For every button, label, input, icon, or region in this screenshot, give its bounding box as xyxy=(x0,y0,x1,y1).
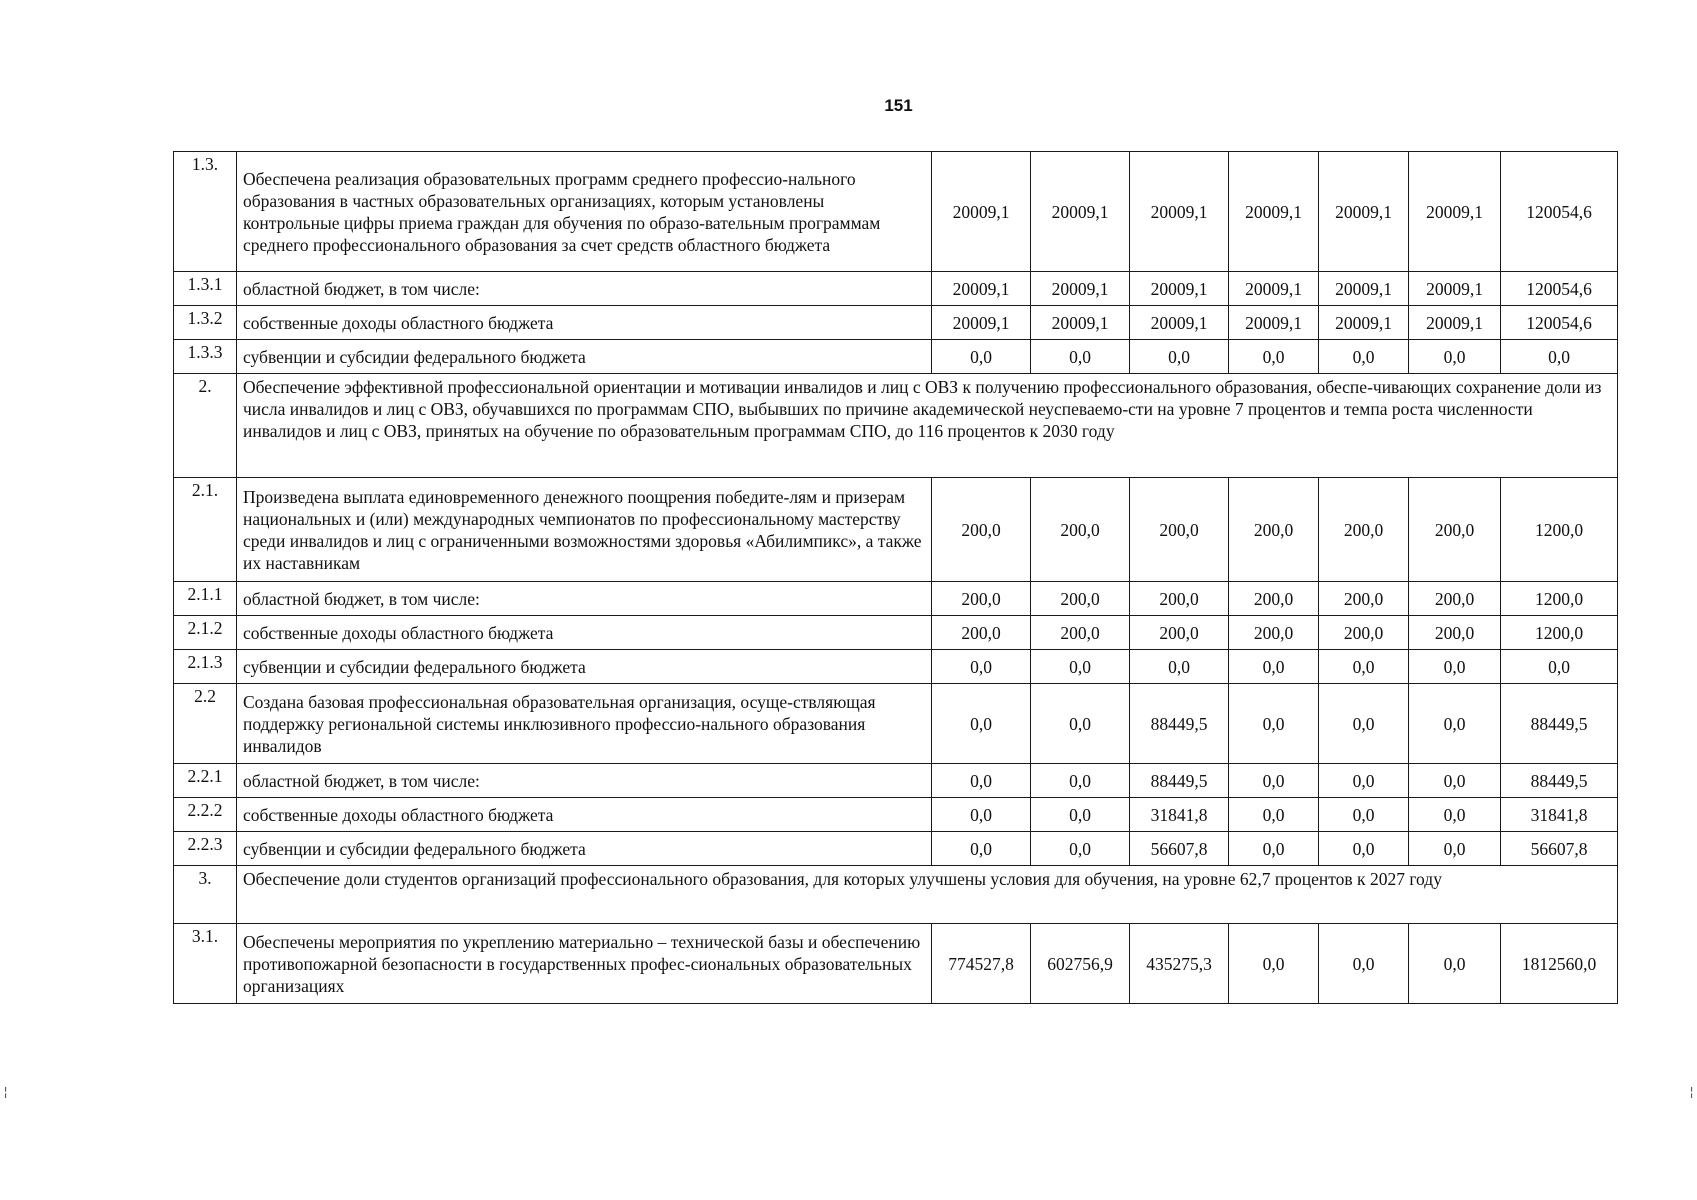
row-total-value: 1200,0 xyxy=(1501,616,1618,650)
row-year-value: 20009,1 xyxy=(1409,152,1501,272)
row-total-value: 1812560,0 xyxy=(1501,924,1618,1004)
row-total-value: 56607,8 xyxy=(1501,832,1618,866)
row-year-value: 20009,1 xyxy=(1031,152,1130,272)
row-total-value: 31841,8 xyxy=(1501,798,1618,832)
table-row xyxy=(174,924,1618,1004)
row-description: субвенции и субсидии федерального бюджета xyxy=(237,832,932,866)
row-year-value: 0,0 xyxy=(932,340,1031,374)
row-year-value: 0,0 xyxy=(1409,832,1501,866)
row-year-value: 200,0 xyxy=(1031,478,1130,582)
row-total-value: 1200,0 xyxy=(1501,582,1618,616)
row-total-value: 0,0 xyxy=(1501,340,1618,374)
row-year-value: 20009,1 xyxy=(1031,306,1130,340)
row-year-value: 0,0 xyxy=(1130,650,1229,684)
row-year-value: 0,0 xyxy=(1409,684,1501,764)
table-body xyxy=(174,152,1618,1004)
row-total-value: 0,0 xyxy=(1501,650,1618,684)
row-year-value: 200,0 xyxy=(1409,582,1501,616)
row-code: 1.3.2 xyxy=(174,306,237,340)
row-code: 2.1.1 xyxy=(174,582,237,616)
row-description: собственные доходы областного бюджета xyxy=(237,306,932,340)
row-year-value: 0,0 xyxy=(932,684,1031,764)
row-year-value: 0,0 xyxy=(1319,650,1409,684)
row-code: 2.2 xyxy=(174,684,237,764)
row-year-value: 20009,1 xyxy=(1130,152,1229,272)
row-year-value: 20009,1 xyxy=(1319,152,1409,272)
row-year-value: 56607,8 xyxy=(1130,832,1229,866)
row-year-value: 88449,5 xyxy=(1130,684,1229,764)
section-heading: Обеспечение эффективной профессиональной ориентации и мотивации инвалидов и лиц с ОВЗ к получению профессионального образования, обеспе-чивающих сохранение доли из числа инвалидов и лиц с ОВЗ, обучавшихся по программам СПО, выбывших по причине академической неуспеваемо-сти на уровне 7 процентов и темпа роста численности инвалидов и лиц с ОВЗ, принятых на обучение по образовательным программам СПО, до 116 процентов к 2030 году xyxy=(237,374,1618,478)
table-row xyxy=(174,832,1618,866)
row-code: 2.1.3 xyxy=(174,650,237,684)
section-heading: Обеспечение доли студентов организаций профессионального образования, для которых улучшены условия для обучения, на уровне 62,7 процентов к 2027 году xyxy=(237,866,1618,924)
row-year-value: 0,0 xyxy=(932,650,1031,684)
row-year-value: 0,0 xyxy=(1229,340,1319,374)
table-row xyxy=(174,340,1618,374)
table-row xyxy=(174,650,1618,684)
row-year-value: 20009,1 xyxy=(1031,272,1130,306)
row-description: собственные доходы областного бюджета xyxy=(237,798,932,832)
row-year-value: 0,0 xyxy=(1319,832,1409,866)
row-year-value: 88449,5 xyxy=(1130,764,1229,798)
table-row xyxy=(174,582,1618,616)
row-year-value: 0,0 xyxy=(1319,924,1409,1004)
row-year-value: 200,0 xyxy=(1130,582,1229,616)
row-year-value: 20009,1 xyxy=(1409,306,1501,340)
row-code: 3.1. xyxy=(174,924,237,1004)
row-year-value: 0,0 xyxy=(1031,650,1130,684)
row-description: собственные доходы областного бюджета xyxy=(237,616,932,650)
scan-edge-mark-right: ¦ xyxy=(1688,1085,1696,1099)
row-year-value: 0,0 xyxy=(1409,798,1501,832)
row-year-value: 200,0 xyxy=(1130,616,1229,650)
row-code: 1.3.3 xyxy=(174,340,237,374)
row-year-value: 20009,1 xyxy=(1130,272,1229,306)
row-year-value: 200,0 xyxy=(932,582,1031,616)
row-year-value: 0,0 xyxy=(1319,798,1409,832)
table-row xyxy=(174,616,1618,650)
row-year-value: 0,0 xyxy=(1229,684,1319,764)
row-description: Обеспечены мероприятия по укреплению материально – технической базы и обеспечению противопожарной безопасности в государственных профес-сиональных образовательных организациях xyxy=(237,924,932,1004)
row-year-value: 0,0 xyxy=(1031,684,1130,764)
row-year-value: 200,0 xyxy=(1130,478,1229,582)
row-year-value: 0,0 xyxy=(1031,340,1130,374)
row-description: субвенции и субсидии федерального бюджета xyxy=(237,340,932,374)
row-total-value: 88449,5 xyxy=(1501,684,1618,764)
row-year-value: 0,0 xyxy=(1229,832,1319,866)
table-row xyxy=(174,478,1618,582)
row-year-value: 20009,1 xyxy=(1229,306,1319,340)
row-year-value: 200,0 xyxy=(1031,582,1130,616)
row-description: Произведена выплата единовременного денежного поощрения победите-лям и призерам национальных и (или) международных чемпионатов по профессиональному мастерству среди инвалидов и лиц с ограниченными возможностями здоровья «Абилимпикс», а также их наставникам xyxy=(237,478,932,582)
row-year-value: 602756,9 xyxy=(1031,924,1130,1004)
row-year-value: 0,0 xyxy=(1409,764,1501,798)
row-description: областной бюджет, в том числе: xyxy=(237,764,932,798)
row-code: 2.2.1 xyxy=(174,764,237,798)
page-number: 151 xyxy=(884,96,913,115)
row-total-value: 120054,6 xyxy=(1501,152,1618,272)
row-year-value: 200,0 xyxy=(1409,616,1501,650)
row-year-value: 200,0 xyxy=(932,616,1031,650)
row-year-value: 0,0 xyxy=(1130,340,1229,374)
row-year-value: 0,0 xyxy=(1319,340,1409,374)
row-year-value: 31841,8 xyxy=(1130,798,1229,832)
row-year-value: 200,0 xyxy=(1229,478,1319,582)
row-year-value: 20009,1 xyxy=(1229,152,1319,272)
scan-edge-mark-left: ¦ xyxy=(2,1085,10,1099)
table-row xyxy=(174,764,1618,798)
row-year-value: 20009,1 xyxy=(1130,306,1229,340)
row-year-value: 0,0 xyxy=(1031,798,1130,832)
row-year-value: 200,0 xyxy=(1319,582,1409,616)
row-year-value: 0,0 xyxy=(1319,684,1409,764)
row-year-value: 0,0 xyxy=(1229,924,1319,1004)
row-code: 2.1. xyxy=(174,478,237,582)
row-code: 1.3. xyxy=(174,152,237,272)
row-year-value: 200,0 xyxy=(932,478,1031,582)
row-year-value: 0,0 xyxy=(1229,798,1319,832)
row-total-value: 1200,0 xyxy=(1501,478,1618,582)
row-year-value: 0,0 xyxy=(1031,832,1130,866)
row-year-value: 20009,1 xyxy=(1409,272,1501,306)
row-total-value: 88449,5 xyxy=(1501,764,1618,798)
row-year-value: 200,0 xyxy=(1319,478,1409,582)
row-year-value: 0,0 xyxy=(1409,924,1501,1004)
row-year-value: 0,0 xyxy=(932,798,1031,832)
row-year-value: 20009,1 xyxy=(932,152,1031,272)
row-year-value: 0,0 xyxy=(1319,764,1409,798)
row-code: 3. xyxy=(174,866,237,924)
table-row xyxy=(174,798,1618,832)
row-year-value: 20009,1 xyxy=(1319,306,1409,340)
row-year-value: 20009,1 xyxy=(1229,272,1319,306)
row-year-value: 774527,8 xyxy=(932,924,1031,1004)
row-year-value: 0,0 xyxy=(1229,650,1319,684)
row-year-value: 20009,1 xyxy=(932,306,1031,340)
row-year-value: 200,0 xyxy=(1229,582,1319,616)
row-code: 2. xyxy=(174,374,237,478)
row-year-value: 200,0 xyxy=(1229,616,1319,650)
table-row xyxy=(174,684,1618,764)
row-description: Обеспечена реализация образовательных программ среднего профессио-нального образования в частных образовательных организациях, которым установлены контрольные цифры приема граждан для обучения по образо-вательным программам среднего профессионального образования за счет средств областного бюджета xyxy=(237,152,932,272)
row-year-value: 0,0 xyxy=(932,832,1031,866)
row-year-value: 0,0 xyxy=(1229,764,1319,798)
row-total-value: 120054,6 xyxy=(1501,272,1618,306)
row-year-value: 0,0 xyxy=(1031,764,1130,798)
row-total-value: 120054,6 xyxy=(1501,306,1618,340)
row-year-value: 200,0 xyxy=(1031,616,1130,650)
row-code: 1.3.1 xyxy=(174,272,237,306)
table-row xyxy=(174,152,1618,272)
table-row xyxy=(174,374,1618,478)
row-description: субвенции и субсидии федерального бюджета xyxy=(237,650,932,684)
table-row xyxy=(174,866,1618,924)
row-code: 2.1.2 xyxy=(174,616,237,650)
row-code: 2.2.2 xyxy=(174,798,237,832)
budget-table xyxy=(173,151,1618,1004)
row-description: Создана базовая профессиональная образовательная организация, осуще-ствляющая поддержку региональной системы инклюзивного профессио-нального образования инвалидов xyxy=(237,684,932,764)
row-year-value: 0,0 xyxy=(1409,650,1501,684)
table-row xyxy=(174,272,1618,306)
row-description: областной бюджет, в том числе: xyxy=(237,582,932,616)
row-year-value: 20009,1 xyxy=(932,272,1031,306)
table-row xyxy=(174,306,1618,340)
row-year-value: 435275,3 xyxy=(1130,924,1229,1004)
row-code: 2.2.3 xyxy=(174,832,237,866)
row-year-value: 0,0 xyxy=(932,764,1031,798)
row-year-value: 20009,1 xyxy=(1319,272,1409,306)
row-description: областной бюджет, в том числе: xyxy=(237,272,932,306)
row-year-value: 200,0 xyxy=(1319,616,1409,650)
row-year-value: 200,0 xyxy=(1409,478,1501,582)
row-year-value: 0,0 xyxy=(1409,340,1501,374)
